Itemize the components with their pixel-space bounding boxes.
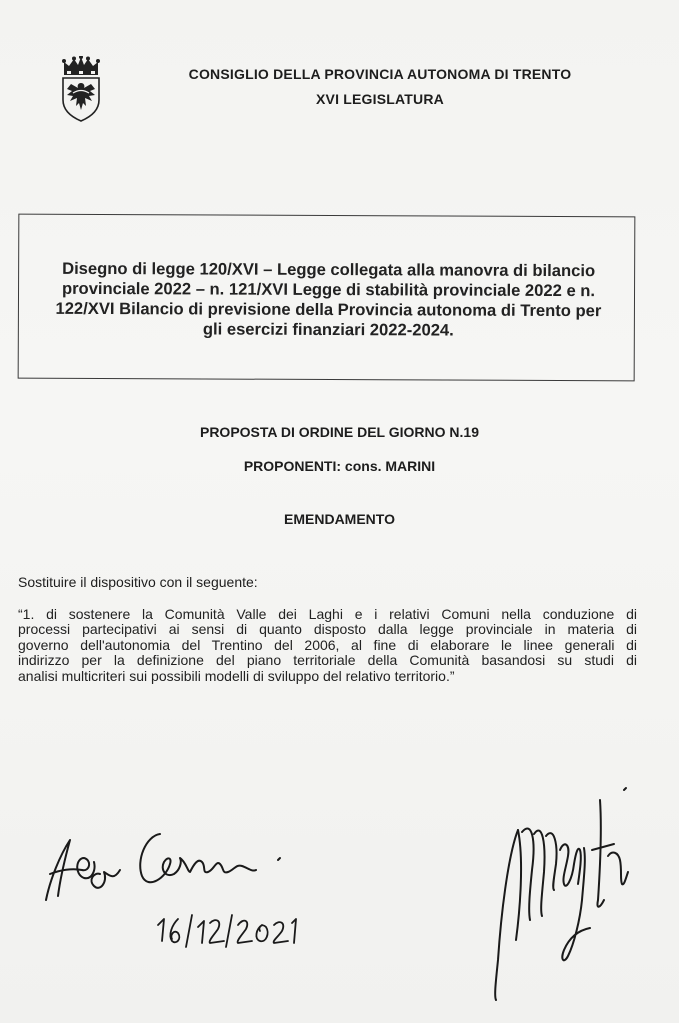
body-line: indirizzo per la definizione del piano territoriale della Comunità basandosi su studi di bbox=[18, 652, 637, 669]
proponents: PROPONENTI: cons. MARINI bbox=[243, 458, 436, 474]
signature-right bbox=[480, 760, 650, 1010]
signature-left bbox=[30, 800, 300, 910]
intro-text: Sostituire il dispositivo con il seguente: bbox=[18, 574, 258, 590]
bill-title-line: Disegno di legge 120/XVI – Legge collegata alla manovra di bilancio bbox=[62, 258, 596, 281]
amendment-label: EMENDAMENTO bbox=[284, 511, 395, 527]
date-text: 16/12/2021 bbox=[150, 905, 156, 906]
body-line: processi partecipativi ai sensi di quanto disposto dalla legge provinciale in materia di bbox=[18, 621, 637, 638]
bill-title bbox=[29, 259, 628, 342]
body-line: “1. di sostenere la Comunità Valle dei Laghi e i relativi Comuni nella conduzione di bbox=[18, 606, 637, 622]
bill-title-line: 122/XVI Bilancio di previsione della Provincia autonoma di Trento per bbox=[55, 298, 602, 321]
body-line: governo dell'autonomia del Trentino del 2006, al fine di elaborare le linee generali di bbox=[18, 636, 637, 653]
bill-title-line: provinciale 2022 – n. 121/XVI Legge di stabilità provinciale 2022 e n. bbox=[61, 278, 596, 301]
bill-title-box bbox=[18, 214, 636, 382]
handwritten-date bbox=[150, 905, 300, 955]
body-line: analisi multicriteri sui possibili modelli di sviluppo del relativo territorio.” bbox=[18, 667, 455, 684]
legislature: XVI LEGISLATURA bbox=[316, 91, 444, 107]
bill-title-line: gli esercizi finanziari 2022-2024. bbox=[202, 319, 454, 340]
proposal-title: PROPOSTA DI ORDINE DEL GIORNO N.19 bbox=[199, 424, 479, 440]
coat-of-arms-icon bbox=[58, 56, 104, 122]
council-name: CONSIGLIO DELLA PROVINCIA AUTONOMA DI TRENTO bbox=[188, 66, 572, 82]
amendment-body bbox=[18, 607, 637, 684]
